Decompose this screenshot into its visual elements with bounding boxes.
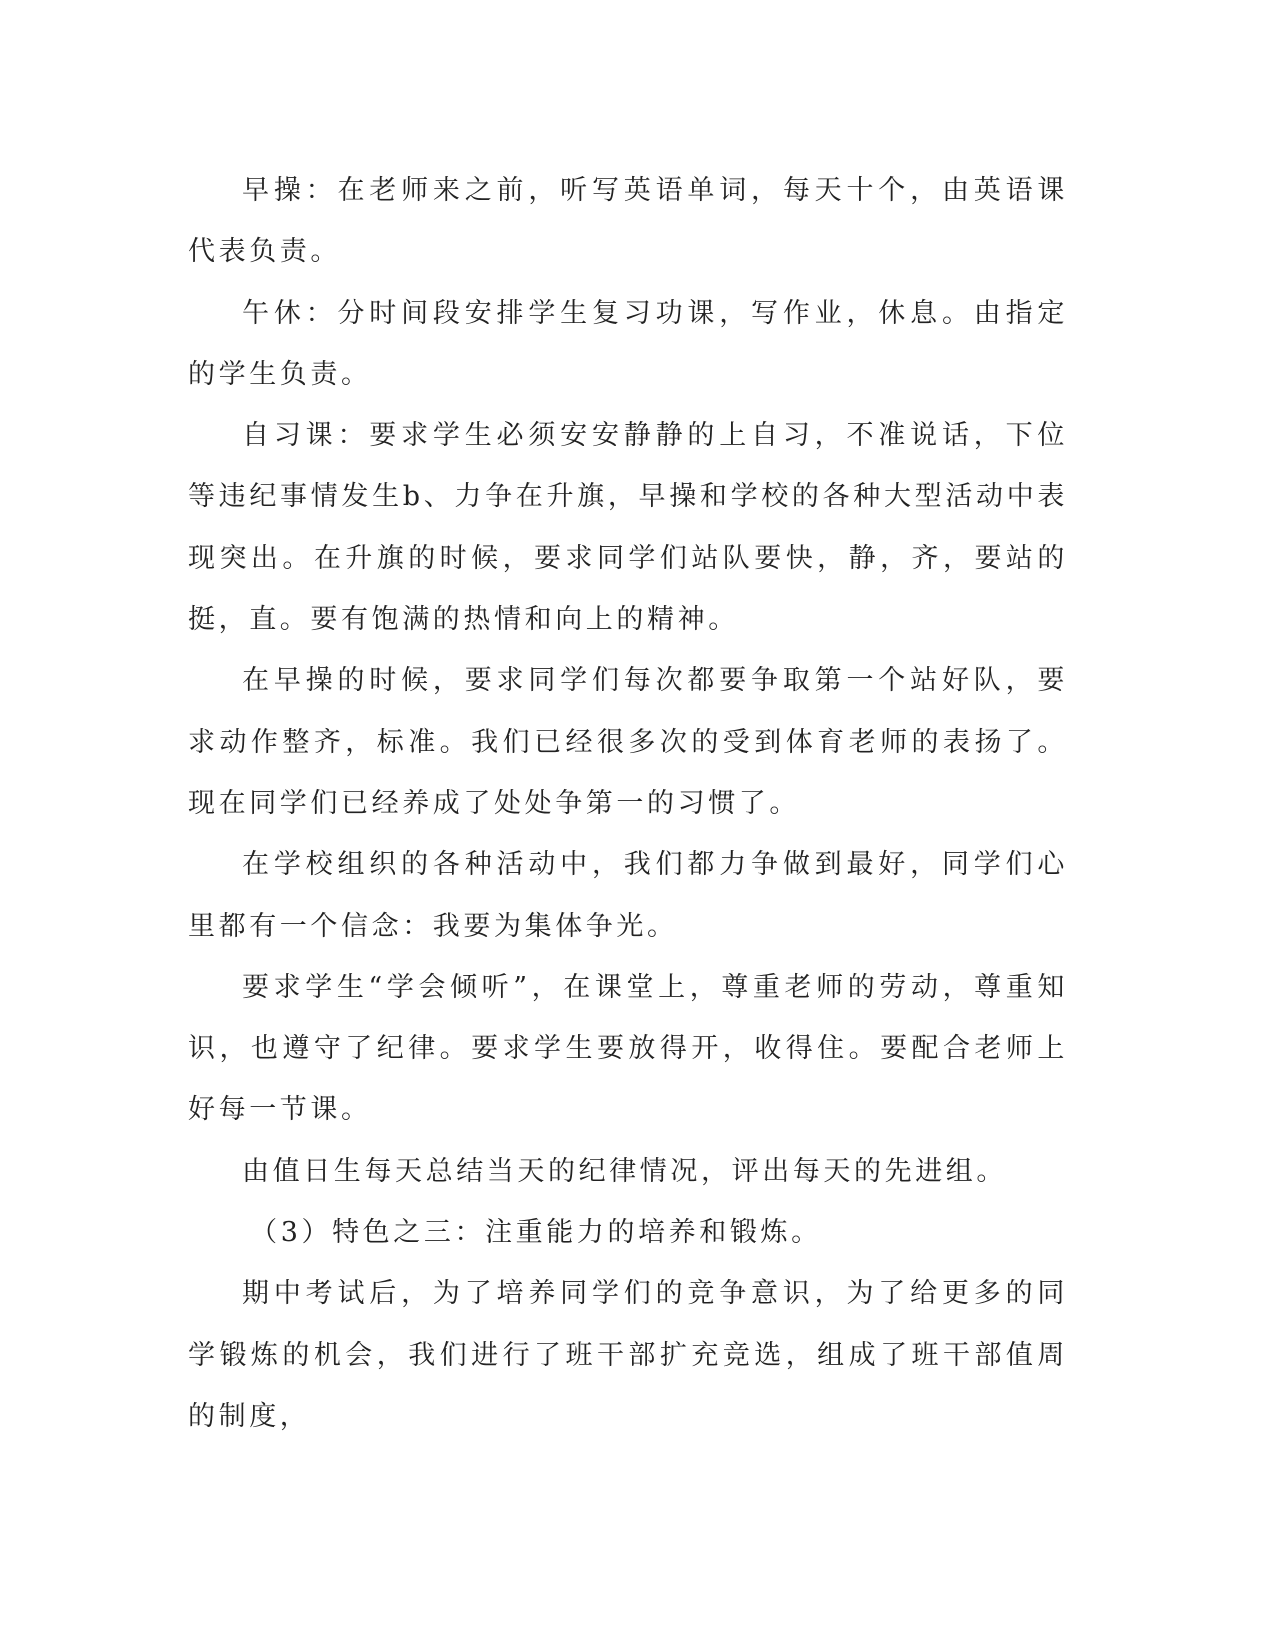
paragraph-learn-to-listen: 要求学生“学会倾听”，在课堂上，尊重老师的劳动，尊重知识，也遵守了纪律。要求学生要放得开，收得住。要配合老师上好每一节课。 (188, 971, 1068, 1126)
paragraph-duty-summary: 由值日生每天总结当天的纪律情况，评出每天的先进组。 (242, 1155, 1007, 1187)
paragraph-noon-break: 午休：分时间段安排学生复习功课，写作业，休息。由指定的学生负责。 (188, 297, 1068, 390)
paragraph-morning-exercise: 早操：在老师来之前，听写英语单词，每天十个，由英语课代表负责。 (188, 175, 1068, 268)
paragraph-self-study: 自习课：要求学生必须安安静静的上自习，不准说话，下位等违纪事情发生b、力争在升旗，早操和学校的各种大型活动中表现突出。在升旗的时候，要求同学们站队要快，静，齐，要站的挺，直。要有饱满的热情和向上的精神。 (188, 420, 1068, 636)
paragraph-school-activities: 在学校组织的各种活动中，我们都力争做到最好，同学们心里都有一个信念：我要为集体争光。 (188, 849, 1068, 942)
paragraph-feature-three-heading: （3）特色之三：注重能力的培养和锻炼。 (250, 1217, 822, 1249)
paragraph-morning-drill: 在早操的时候，要求同学们每次都要争取第一个站好队，要求动作整齐，标准。我们已经很多次的受到体育老师的表扬了。现在同学们已经养成了处处争第一的习惯了。 (188, 665, 1068, 819)
paragraph-class-cadre-election: 期中考试后，为了培养同学们的竞争意识，为了给更多的同学锻炼的机会，我们进行了班干部扩充竞选，组成了班干部值周的制度， (188, 1278, 1068, 1432)
document-body (188, 160, 1068, 1447)
